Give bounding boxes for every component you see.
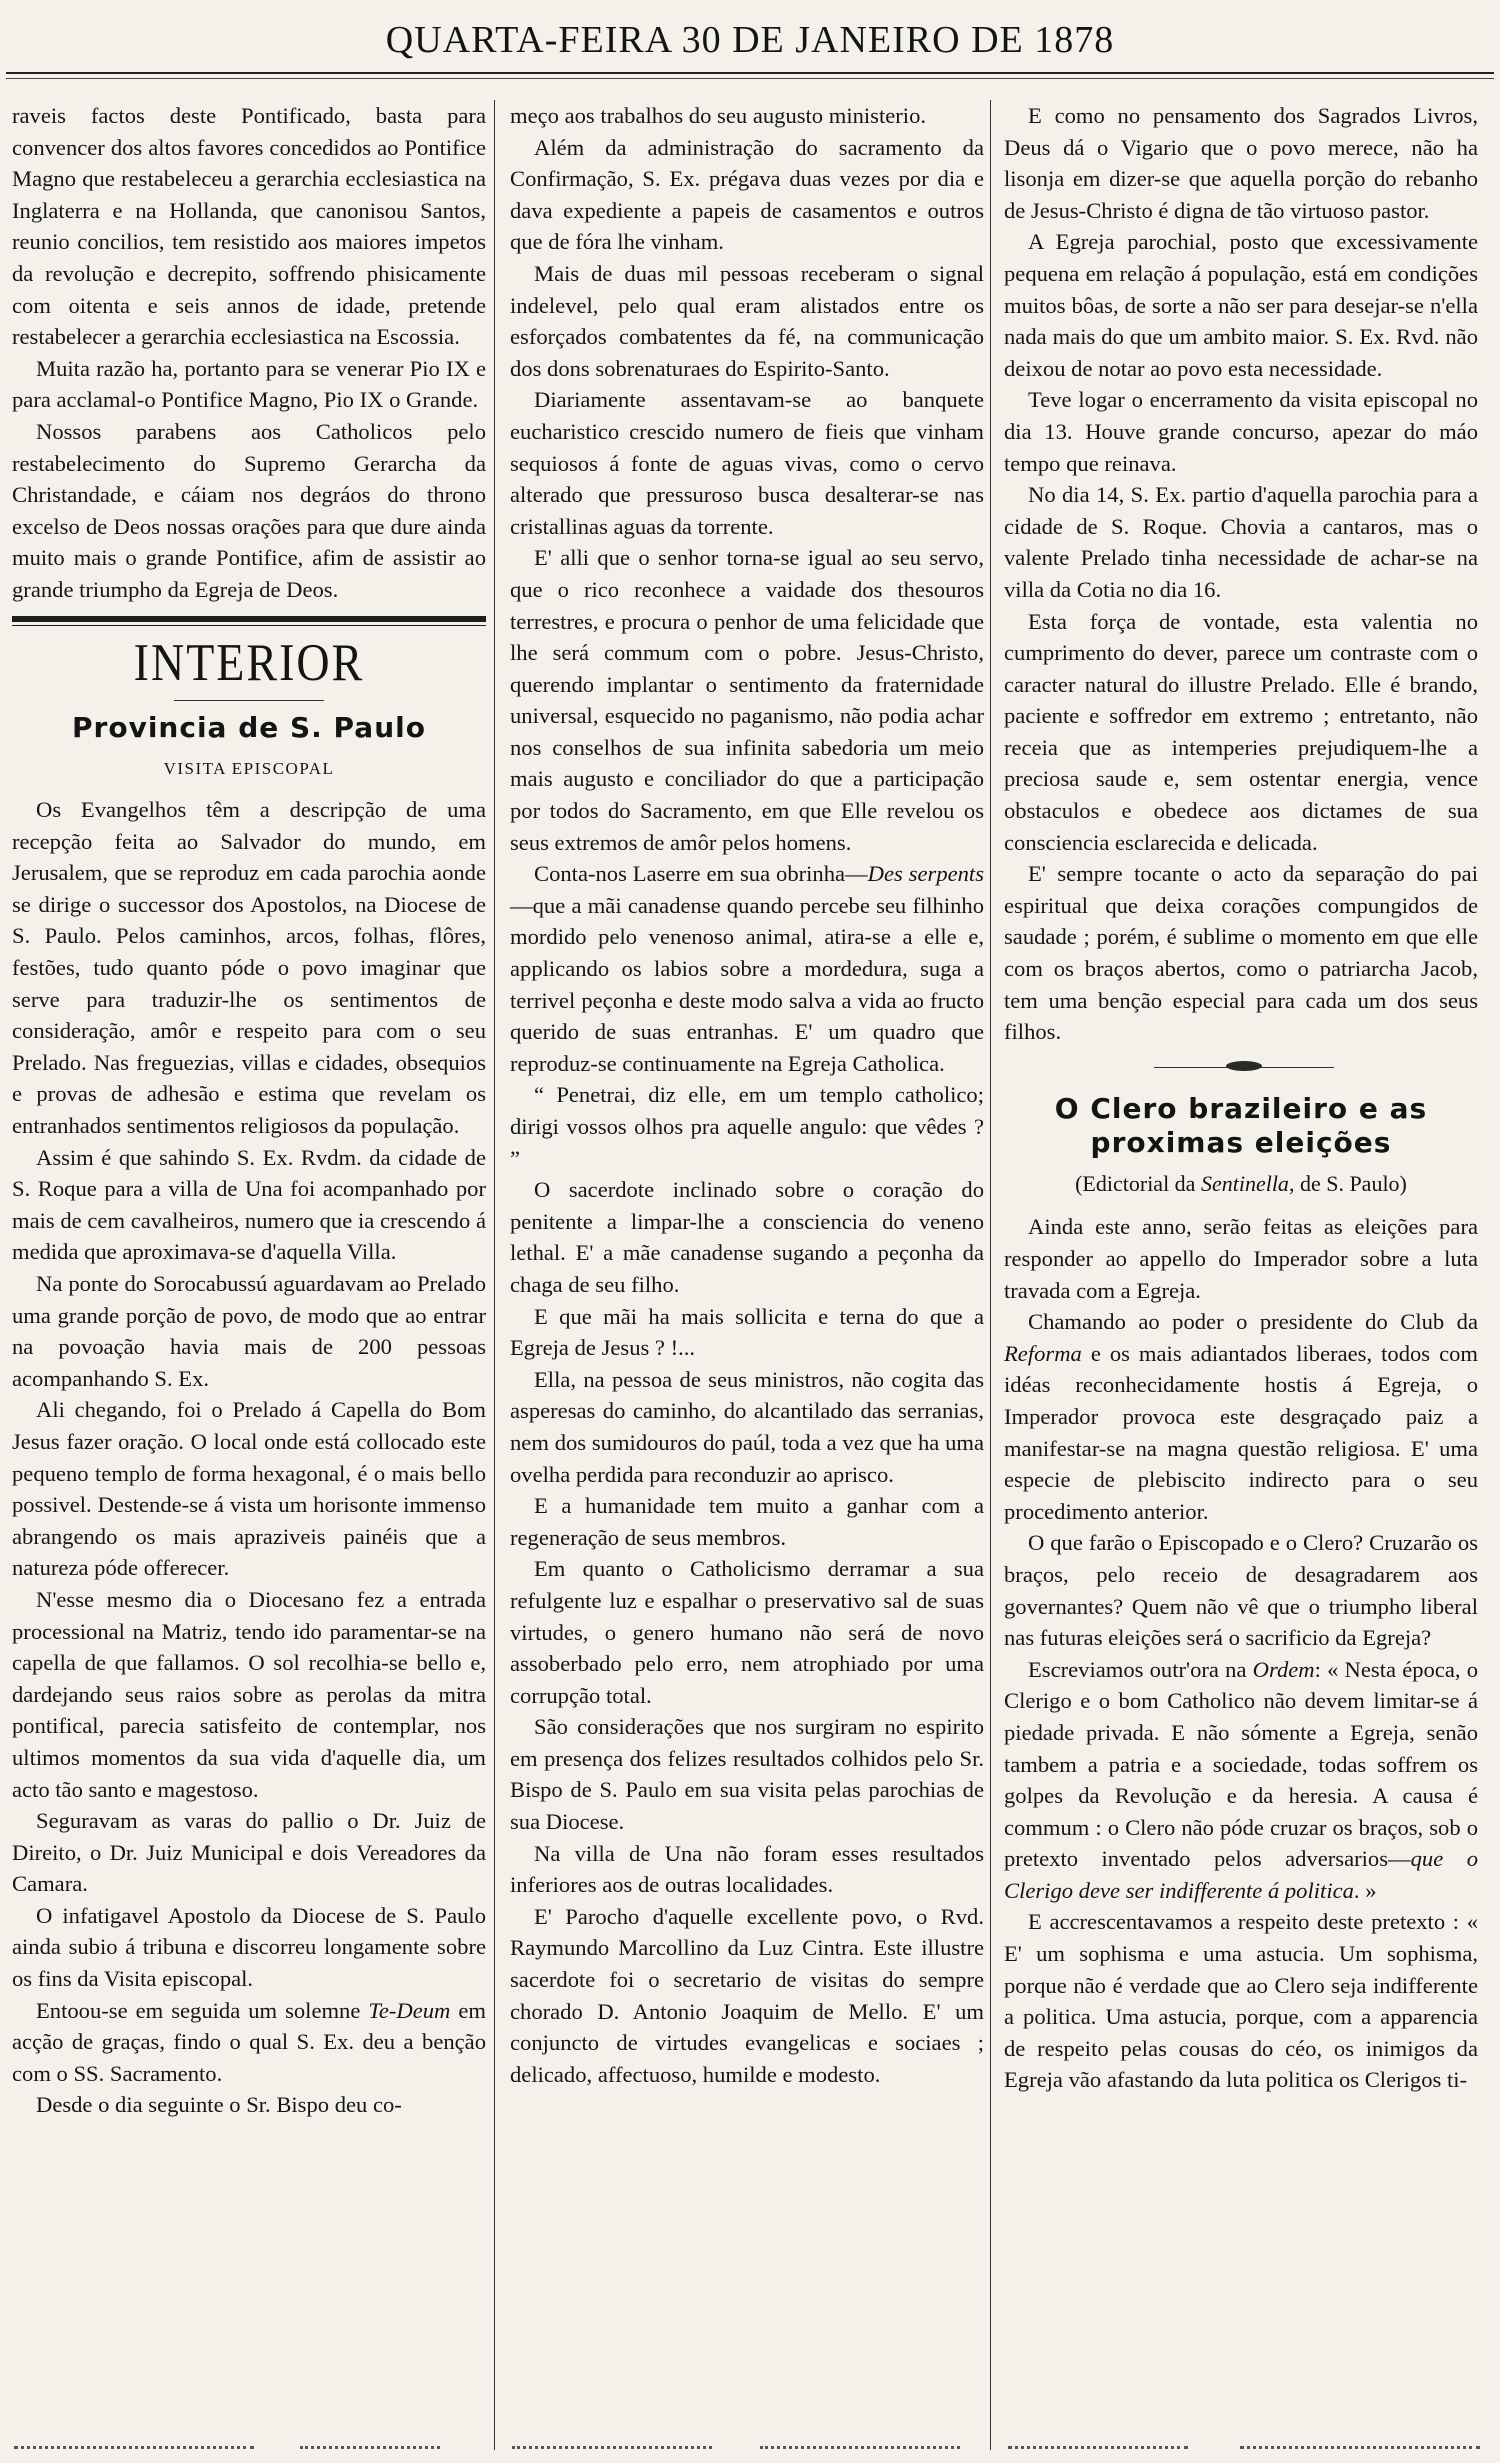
- section-subrule: [174, 700, 324, 701]
- text-run: —que a mãi canadense quando percebe seu filhinho mordido pelo venenoso animal, atira-se a elle e, applicando os labios sobre a mordedura, suga a terrivel peçonha e deste modo salva a vida ao fructo querido de suas entranhas. E' um quadro que reproduz-se continuamente na Egreja Catholica.: [510, 892, 984, 1076]
- paragraph: [1004, 1654, 1478, 1907]
- text-fragment: [1008, 2446, 1188, 2457]
- paragraph: Em quanto o Catholicismo derramar a sua refulgente luz e espalhar o preservativo sal de suas virtudes, o genero humano não será de novo assoberbado pelo erro, nem atrophiado por uma corrupção total.: [510, 1556, 984, 1708]
- masthead-rule: [6, 72, 1494, 74]
- paragraph: Diariamente assentavam-se ao banquete eucharistico crescido numero de fieis que vinham sequiosos á fonte de aguas vivas, como o cervo alterado que pressuroso busca desalterar-se nas cristallinas aguas da torrente.: [510, 387, 984, 539]
- paragraph: Ainda este anno, serão feitas as eleições para responder ao appello do Imperador sobre a luta travada com a Egreja.: [1004, 1214, 1478, 1303]
- paragraph: Nossos parabens aos Catholicos pelo restabelecimento do Supremo Gerarcha da Christandade, e cáiam nos degráos do throno excelso de Deos nossas orações para que dure ainda muito mais o grande Pontifice, afim de assistir ao grande triumpho da Egreja de Deos.: [12, 418, 486, 602]
- paragraph: E' sempre tocante o acto da separação do pai espiritual que deixa corações compungidos de saudade ; porém, é sublime o momento em que elle com os braços abertos, como o patriarcha Jacob, tem uma benção especial para cada um dos seus filhos.: [1004, 861, 1478, 1045]
- masthead: [0, 0, 1500, 92]
- section-title: INTERIOR: [133, 632, 365, 692]
- italic-text: Ordem: [1252, 1656, 1315, 1682]
- italic-text: Te-Deum: [368, 1997, 451, 2023]
- italic-text: que o Clerigo deve ser indifferente á politica: [1004, 1846, 1478, 1903]
- paragraph: Ella, na pessoa de seus ministros, não cogita das asperesas do caminho, do alcantilado das serranias, nem dos sumidouros do paúl, toda a vez que ha uma ovelha perdida para reconduzir ao aprisco.: [510, 1366, 984, 1487]
- paragraph: São considerações que nos surgiram no espirito em presença dos felizes resultados colhidos pelo Sr. Bispo de S. Paulo em sua visita pelas parochias de sua Diocese.: [510, 1714, 984, 1835]
- paragraph: Na villa de Una não foram esses resultados inferiores aos de outras localidades.: [510, 1840, 984, 1898]
- section-separator: [12, 616, 486, 626]
- paragraph: Os Evangelhos têm a descripção de uma recepção feita ao Salvador do mundo, em Jerusalem, que se reproduz em cada parochia aonde se dirige o successor dos Apostolos, na Diocese de S. Paulo. Pelos caminhos, arcos, folhas, flôres, festões, tudo quanto póde o povo imaginar que serve para traduzir-lhe os sentimentos de consideração, amôr e respeito para com o seu Prelado. Nas freguezias, villas e cidades, obsequios e provas de adhesão e estima que revelam os entranhados sentimentos religiosos da população.: [12, 797, 486, 1139]
- article-headline: O Clero brazileiro e as proximas eleições: [1054, 1091, 1428, 1159]
- paragraph: E que mãi ha mais sollicita e terna do que a Egreja de Jesus ? !...: [510, 1303, 984, 1361]
- text-fragment: [300, 2446, 440, 2457]
- paragraph: E' alli que o senhor torna-se igual ao seu servo, que o rico reconhece a vaidade dos thesouros terrestres, e procura o penhor de uma felicidade que lhe será commum com o pobre. Jesus-Christo, querendo implantar o sentimento da fraternidade universal, esquecido no paganismo, não podia achar nos conselhos de sua infinita sabedoria um meio mais augusto e conciliador do que a participação por todos do Sacramento, em que Elle revelou os seus extremos de amôr pelos homens.: [510, 545, 984, 855]
- paragraph: Esta força de vontade, esta valentia no cumprimento do dever, parece um contraste com o caracter natural do illustre Prelado. Elle é brando, paciente e soffredor em extremo ; entretanto, não receia que as intemperies prejudiquem-lhe a preciosa saude e, sem ostentar energia, vence obstaculos e obedece aos dictames de sua consciencia esclarecida e delicada.: [1004, 608, 1478, 855]
- paragraph: Assim é que sahindo S. Ex. Rvdm. da cidade de S. Roque para a villa de Una foi acompanhado por mais de cem cavalheiros, numero que ia crescendo á medida que aproximava-se d'aquella Villa.: [12, 1144, 486, 1265]
- column-2: [510, 100, 984, 2440]
- paragraph: Mais de duas mil pessoas receberam o signal indelevel, pelo qual eram alistados entre os esforçados combatentes da fé, na communicação dos dons sobrenaturaes do Espirito-Santo.: [510, 260, 984, 381]
- text-run: , de S. Paulo): [1288, 1170, 1407, 1196]
- paragraph: Muita razão ha, portanto para se venerar Pio IX e para acclamal-o Pontifice Magno, Pio IX o Grande.: [12, 355, 486, 413]
- text-fragment: [1240, 2446, 1480, 2457]
- paragraph: [12, 1995, 486, 2090]
- masthead-rule-thin: [6, 78, 1494, 79]
- paragraph: A Egreja parochial, posto que excessivamente pequena em relação á população, está em condições muitos bôas, de sorte a não ser para desejar-se n'ella nada mais do que um ambito maior. S. Ex. Rvd. não deixou de notar ao povo esta necessidade.: [1004, 229, 1478, 381]
- text-run: Conta-nos Laserre em sua obrinha—: [534, 861, 868, 887]
- cut-off-next-line: [0, 2444, 1500, 2463]
- text-run: : « Nesta época, o Clerigo e o bom Catholico não devem limitar-se á piedade privada. E não sómente a Egreja, senão tambem a patria e a sociedade, todas soffrem os golpes da Revolução e da heresia. A causa é commum : o Clero não póde cruzar os braços, sob o pretexto inventado pelos adversarios—: [1004, 1656, 1478, 1872]
- italic-text: Des serpents: [867, 861, 984, 887]
- paragraph: “ Penetrai, diz elle, em um templo catholico; dirigi vossos olhos pra aquelle angulo: que vêdes ? ”: [510, 1082, 984, 1171]
- article-byline: [1004, 1168, 1478, 1200]
- paragraph: Desde o dia seguinte o Sr. Bispo deu co-: [36, 2092, 402, 2118]
- italic-text: Sentinella: [1200, 1170, 1289, 1196]
- paragraph: Teve logar o encerramento da visita episcopal no dia 13. Houve grande concurso, apezar do máo tempo que reinava.: [1004, 387, 1478, 476]
- text-fragment: [512, 2446, 712, 2457]
- paragraph: O sacerdote inclinado sobre o coração do penitente a limpar-lhe a consciencia do veneno lethal. E' a mãe canadense sugando a peçonha da chaga de seu filho.: [510, 1177, 984, 1297]
- ornament-divider: [1004, 1060, 1478, 1074]
- text-run: Entoou-se em seguida um solemne: [36, 1997, 369, 2023]
- paragraph: [510, 858, 984, 1079]
- paragraph: No dia 14, S. Ex. partio d'aquella parochia para a cidade de S. Roque. Chovia a cantaros, mas o valente Prelado tinha necessidade de achar-se na villa da Cotia no dia 16.: [1004, 482, 1478, 602]
- column-divider: [990, 100, 991, 2450]
- paragraph: O infatigavel Apostolo da Diocese de S. Paulo ainda subio á tribuna e discorreu longamente sobre os fins da Visita episcopal.: [12, 1902, 486, 1992]
- text-run: . »: [1353, 1877, 1377, 1903]
- column-3: [1004, 100, 1478, 2440]
- paragraph: meço aos trabalhos do seu augusto ministerio.: [510, 103, 927, 128]
- text-run: Chamando ao poder o presidente do Club da: [1028, 1309, 1478, 1335]
- text-run: Escreviamos outr'ora na: [1028, 1656, 1253, 1682]
- text-run: em acção de graças, findo o qual S. Ex. deu a benção com o SS. Sacramento.: [12, 1997, 486, 2086]
- article-headline: Provincia de S. Paulo: [72, 710, 426, 744]
- paragraph: O que farão o Episcopado e o Clero? Cruzarão os braços, pelo receio de desagradarem aos governantes? Quem não vê que o triumpho liberal nas futuras eleições será o sacrificio da Egreja?: [1004, 1530, 1478, 1651]
- article-kicker: VISITA EPISCOPAL: [163, 758, 335, 778]
- paragraph: Seguravam as varas do pallio o Dr. Juiz de Direito, o Dr. Juiz Municipal e dois Vereadores da Camara.: [12, 1808, 486, 1897]
- text-fragment: [760, 2446, 960, 2457]
- paragraph: Além da administração do sacramento da Confirmação, S. Ex. prégava duas vezes por dia e dava expediente a papeis de casamentos e outros que de fóra lhe vinham.: [510, 134, 984, 255]
- paragraph: E como no pensamento dos Sagrados Livros, Deus dá o Vigario que o povo merece, não ha lisonja em dizer-se que aquella porção do rebanho de Jesus-Christo é digna de tão virtuoso pastor.: [1004, 103, 1478, 223]
- paragraph: [1004, 1306, 1478, 1527]
- paragraph: Na ponte do Sorocabussú aguardavam ao Prelado uma grande porção de povo, de modo que ao entrar na povoação havia mais de 200 pessoas acompanhando S. Ex.: [12, 1271, 486, 1391]
- paragraph: E a humanidade tem muito a ganhar com a regeneração de seus membros.: [510, 1493, 984, 1550]
- text-fragment: [14, 2446, 254, 2457]
- paragraph: Ali chegando, foi o Prelado á Capella do Bom Jesus fazer oração. O local onde está collocado este pequeno templo de forma hexagonal, é o mais bello possivel. Destende-se á vista um horisonte immenso abrangendo os mais apraziveis painéis que a natureza póde offerecer.: [12, 1397, 486, 1581]
- paragraph: raveis factos deste Pontificado, basta para convencer dos altos favores concedidos ao Pontifice Magno que restabeleceu a gerarchia ecclesiastica na Inglaterra e na Hollanda, que canonisou Santos, reunio concilios, tem resistido aos maiores impetos da revolução e decrepito, soffrendo phisicamente com oitenta e seis annos de idade, pretende restabelecer a gerarchia ecclesiastica na Escossia.: [12, 103, 486, 350]
- paragraph: E accrescentavamos a respeito deste pretexto : « E' um sophisma e uma astucia. Um sophisma, porque não é verdade que ao Clero seja indifferente a politica. Uma astucia, porque, com a apparencia de respeito pelas cousas do céo, os inimigos da Egreja vão afastando da luta politica os Clerigos ti-: [1004, 1909, 1478, 2093]
- column-1: [12, 100, 486, 2440]
- column-divider: [494, 100, 495, 2450]
- paragraph: N'esse mesmo dia o Diocesano fez a entrada processional na Matriz, tendo ido paramentar-se na capella de que fallamos. O sol recolhia-se bello e, dardejando seus raios sobre as perolas da mitra pontifical, parecia satisfeito de contemplar, nos ultimos momentos da sua vida d'aquelle dia, um acto tão santo e magestoso.: [12, 1586, 486, 1802]
- text-run: (Edictorial da: [1075, 1170, 1201, 1196]
- text-run: e os mais adiantados liberaes, todos com idéas reconhecidamente hostis á Egreja, o Imperador provoca este desgraçado paiz a manifestar-se na magna questão religiosa. E' uma especie de plebiscito indirecto para o seu procedimento anterior.: [1004, 1340, 1478, 1524]
- issue-date: QUARTA-FEIRA 30 DE JANEIRO DE 1878: [385, 19, 1115, 61]
- paragraph: E' Parocho d'aquelle excellente povo, o Rvd. Raymundo Marcollino da Luz Cintra. Este illustre sacerdote foi o secretario de visitas do sempre chorado D. Antonio Joaquim de Mello. E' um conjuncto de virtudes evangelicas e sociaes ; delicado, affectuoso, humilde e modesto.: [510, 1903, 984, 2087]
- italic-text: Reforma: [1004, 1340, 1082, 1366]
- ornament-dot: [1226, 1061, 1262, 1071]
